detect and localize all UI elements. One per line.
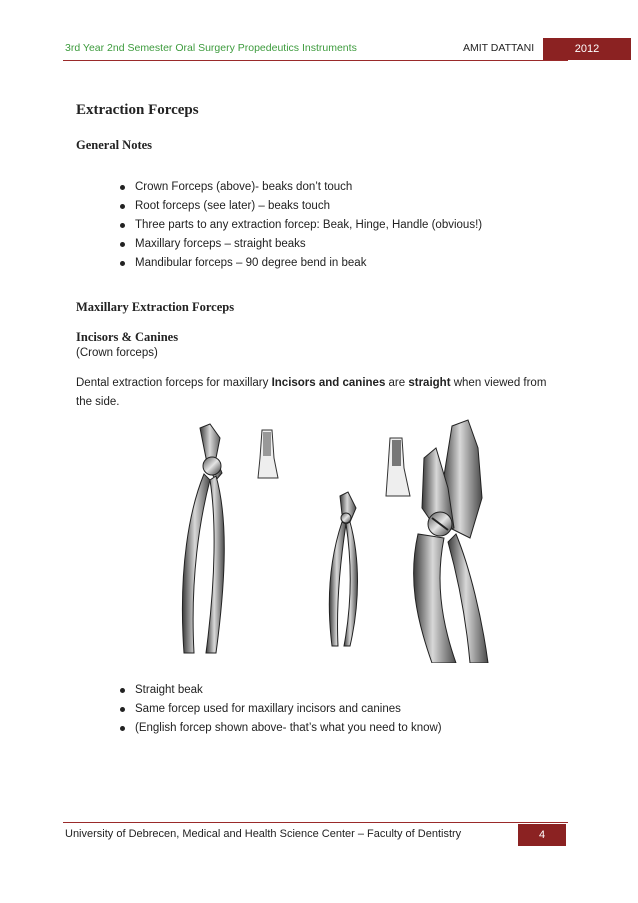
forceps-closeup-image xyxy=(414,420,488,663)
bold-incisors-canines: Incisors and canines xyxy=(271,377,386,389)
page-title: Extraction Forceps xyxy=(76,102,199,118)
year-badge: 2012 xyxy=(543,38,631,60)
beak-detail-image-1 xyxy=(258,430,278,478)
forceps-illustration xyxy=(170,418,500,663)
footer-rule xyxy=(63,822,568,823)
maxillary-heading: Maxillary Extraction Forceps xyxy=(76,300,235,314)
course-title: 3rd Year 2nd Semester Oral Surgery Propedeutics Instruments xyxy=(65,42,357,54)
author-name: AMIT DATTANI xyxy=(463,42,535,54)
bullet-icon xyxy=(120,688,125,693)
general-notes-heading: General Notes xyxy=(76,138,153,152)
header-rule xyxy=(63,60,568,61)
bullet-icon xyxy=(120,204,125,209)
crown-forceps-note: (Crown forceps) xyxy=(76,347,158,359)
forceps-left-image xyxy=(182,424,224,653)
bullet-icon xyxy=(120,242,125,247)
bullet-icon xyxy=(120,726,125,731)
page-number: 4 xyxy=(518,824,566,846)
bold-straight: straight xyxy=(408,377,451,389)
beak-detail-image-2 xyxy=(386,438,410,496)
bullet-icon xyxy=(120,707,125,712)
bullet-icon xyxy=(120,261,125,266)
bullet-icon xyxy=(120,185,125,190)
incisors-canines-heading: Incisors & Canines xyxy=(76,330,179,344)
forceps-middle-image xyxy=(329,492,357,646)
description-paragraph: Dental extraction forceps for maxillary Incisors and canines are straight when viewed from the side. xyxy=(76,377,547,408)
page-header xyxy=(63,38,600,60)
bullet-icon xyxy=(120,223,125,228)
institution-name: University of Debrecen, Medical and Health Science Center – Faculty of Dentistry xyxy=(65,828,462,840)
